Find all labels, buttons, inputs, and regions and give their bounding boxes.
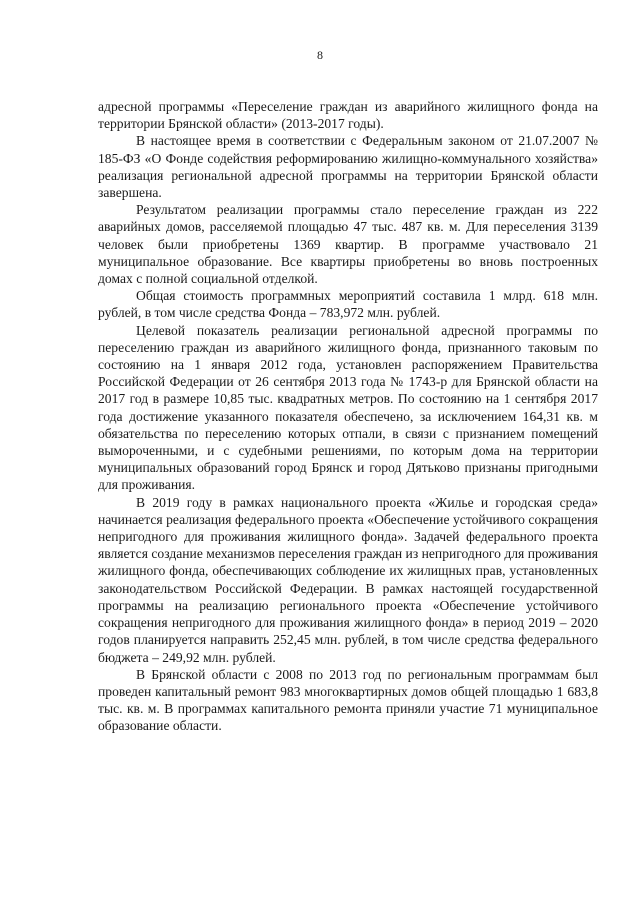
- paragraph-6: В 2019 году в рамках национального проекта «Жилье и городская среда» начинается реализация федерального проекта «Обеспечение устойчивого сокращения непригодного для проживания жилищного фонда». Задачей федерального проекта является создание механизмов переселения граждан из непригодного для проживания жилищного фонда, обеспечивающих соблюдение их жилищных прав, установленных законодательством Российской Федерации. В рамках настоящей государственной программы на реализацию регионального проекта «Обеспечение устойчивого сокращения непригодного для проживания жилищного фонда» в период 2019 – 2020 годов планируется направить 252,45 млн. рублей, в том числе средства федерального бюджета – 249,92 млн. рублей.: [98, 494, 598, 665]
- document-body: [98, 98, 598, 735]
- paragraph-7: В Брянской области с 2008 по 2013 год по региональным программам был проведен капитальный ремонт 983 многоквартирных домов общей площадью 1 683,8 тыс. кв. м. В программах капитального ремонта приняли участие 71 муниципальное образование области.: [98, 666, 598, 734]
- paragraph-3: Результатом реализации программы стало переселение граждан из 222 аварийных домов, расселяемой площадью 47 тыс. 487 кв. м. Для переселения 3139 человек были приобретены 1369 квартир. В программе участвовало 21 муниципальное образование. Все квартиры приобретены во вновь построенных домах с полной социальной отделкой.: [98, 202, 598, 287]
- page-number: 8: [317, 48, 323, 62]
- paragraph-4: Общая стоимость программных мероприятий составила 1 млрд. 618 млн. рублей, в том числе средства Фонда – 783,972 млн. рублей.: [98, 288, 598, 321]
- paragraph-2: В настоящее время в соответствии с Федеральным законом от 21.07.2007 № 185-ФЗ «О Фонде содействия реформированию жилищно-коммунального хозяйства» реализация региональной адресной программы на территории Брянской области завершена.: [98, 133, 598, 201]
- paragraph-1: адресной программы «Переселение граждан из аварийного жилищного фонда на территории Брянской области» (2013-2017 годы).: [98, 99, 598, 132]
- paragraph-5: Целевой показатель реализации региональной адресной программы по переселению граждан из аварийного жилищного фонда, признанного таковым по состоянию на 1 января 2012 года, установлен распоряжением Правительства Российской Федерации от 26 сентября 2013 года № 1743-р для Брянской области на 2017 год в размере 10,85 тыс. квадратных метров. По состоянию на 1 сентября 2017 года достижение указанного показателя обеспечено, за исключением 164,31 кв. м обязательства по переселению которых отпали, в связи с признанием помещений вымороченными, и с судебными решениями, по которым дома на территории муниципальных образований город Брянск и город Дятьково признаны пригодными для проживания.: [98, 322, 598, 493]
